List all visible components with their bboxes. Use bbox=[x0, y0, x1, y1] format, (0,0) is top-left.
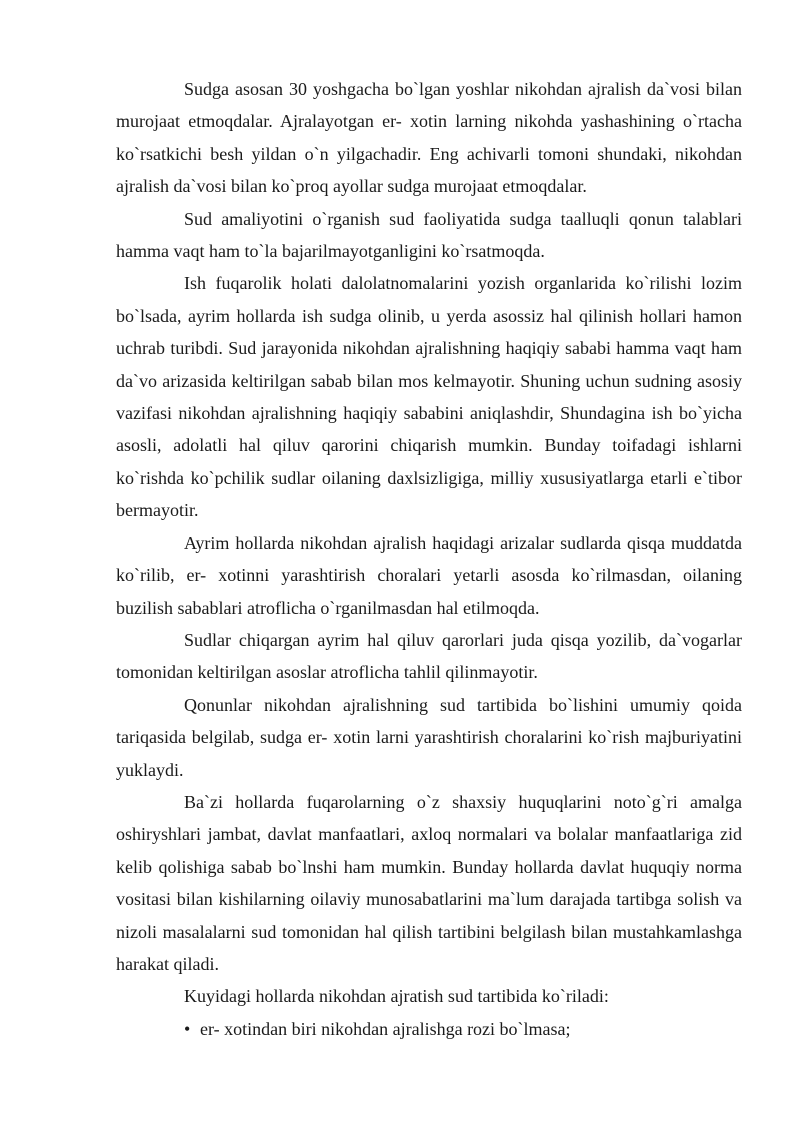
paragraph-3: Ish fuqarolik holati dalolatnomalarini yozish organlarida ko`rilishi lozim bo`lsada, ayrim hollarda ish sudga olinib, u yerda asossiz hal qilinish hollari hamon uchrab turibdi. Sud jarayonida nikohdan ajralishning haqiqiy sababi hamma vaqt ham da`vo arizasida keltirilgan sabab bilan mos kelmayotir. Shuning uchun sudning asosiy vazifasi nikohdan ajralishning haqiqiy sababini aniqlashdir, Shundagina ish bo`yicha asosli, adolatli hal qiluv qarorini chiqarish mumkin. Bunday toifadagi ishlarni ko`rishda ko`pchilik sudlar oilaning daxlsizligiga, milliy xususiyatlarga etarli e`tibor bermayotir. bbox=[116, 273, 742, 521]
paragraph-5: Sudlar chiqargan ayrim hal qiluv qarorlari juda qisqa yozilib, da`vogarlar tomonidan keltirilgan asoslar atroflicha tahlil qilinmayotir. bbox=[116, 629, 742, 683]
paragraph-6: Qonunlar nikohdan ajralishning sud tartibida bo`lishini umumiy qoida tariqasida belgilab, sudga er- xotin larni yarashtirish choralarini ko`rish majburiyatini yuklaydi. bbox=[116, 694, 742, 780]
list-intro: Kuyidagi hollarda nikohdan ajratish sud tartibida ko`riladi: bbox=[184, 986, 609, 1007]
bullet-item bbox=[116, 1013, 742, 1045]
bullet-mark: • bbox=[184, 1018, 191, 1039]
paragraph-4: Ayrim hollarda nikohdan ajralish haqidagi arizalar sudlarda qisqa muddatda ko`rilib, er- xotinni yarashtirish choralari yetarli asosda ko`rilmasdan, oilaning buzilish sabablari atroflicha o`rganilmasdan hal etilmoqda. bbox=[116, 532, 742, 618]
bullet-text: er- xotindan biri nikohdan ajralishga rozi bo`lmasa; bbox=[200, 1018, 571, 1039]
paragraph-1: Sudga asosan 30 yoshgacha bo`lgan yoshlar nikohdan ajralish da`vosi bilan murojaat etmoqdalar. Ajralayotgan er- xotin larning nikohda yashashining o`rtacha ko`rsatkichi besh yildan o`n yilgachadir. Eng achivarli tomoni shundaki, nikohdan ajralish da`vosi bilan ko`proq ayollar sudga murojaat etmoqdalar. bbox=[116, 79, 742, 197]
document-page bbox=[116, 73, 742, 1045]
paragraph-7: Ba`zi hollarda fuqarolarning o`z shaxsiy huquqlarini noto`g`ri amalga oshiryshlari jambat, davlat manfaatlari, axloq normalari va bolalar manfaatlariga zid kelib qolishiga sabab bo`lnshi ham mumkin. Bunday hollarda davlat huquqiy norma vositasi bilan kishilarning oilaviy munosabatlarini ma`lum darajada tartibga solish va nizoli masalalarni sud tomonidan hal qilish tartibini belgilash bilan mustahkamlashga harakat qiladi. bbox=[116, 791, 742, 974]
paragraph-2: Sud amaliyotini o`rganish sud faoliyatida sudga taalluqli qonun talablari hamma vaqt ham to`la bajarilmayotganligini ko`rsatmoqda. bbox=[116, 208, 742, 262]
